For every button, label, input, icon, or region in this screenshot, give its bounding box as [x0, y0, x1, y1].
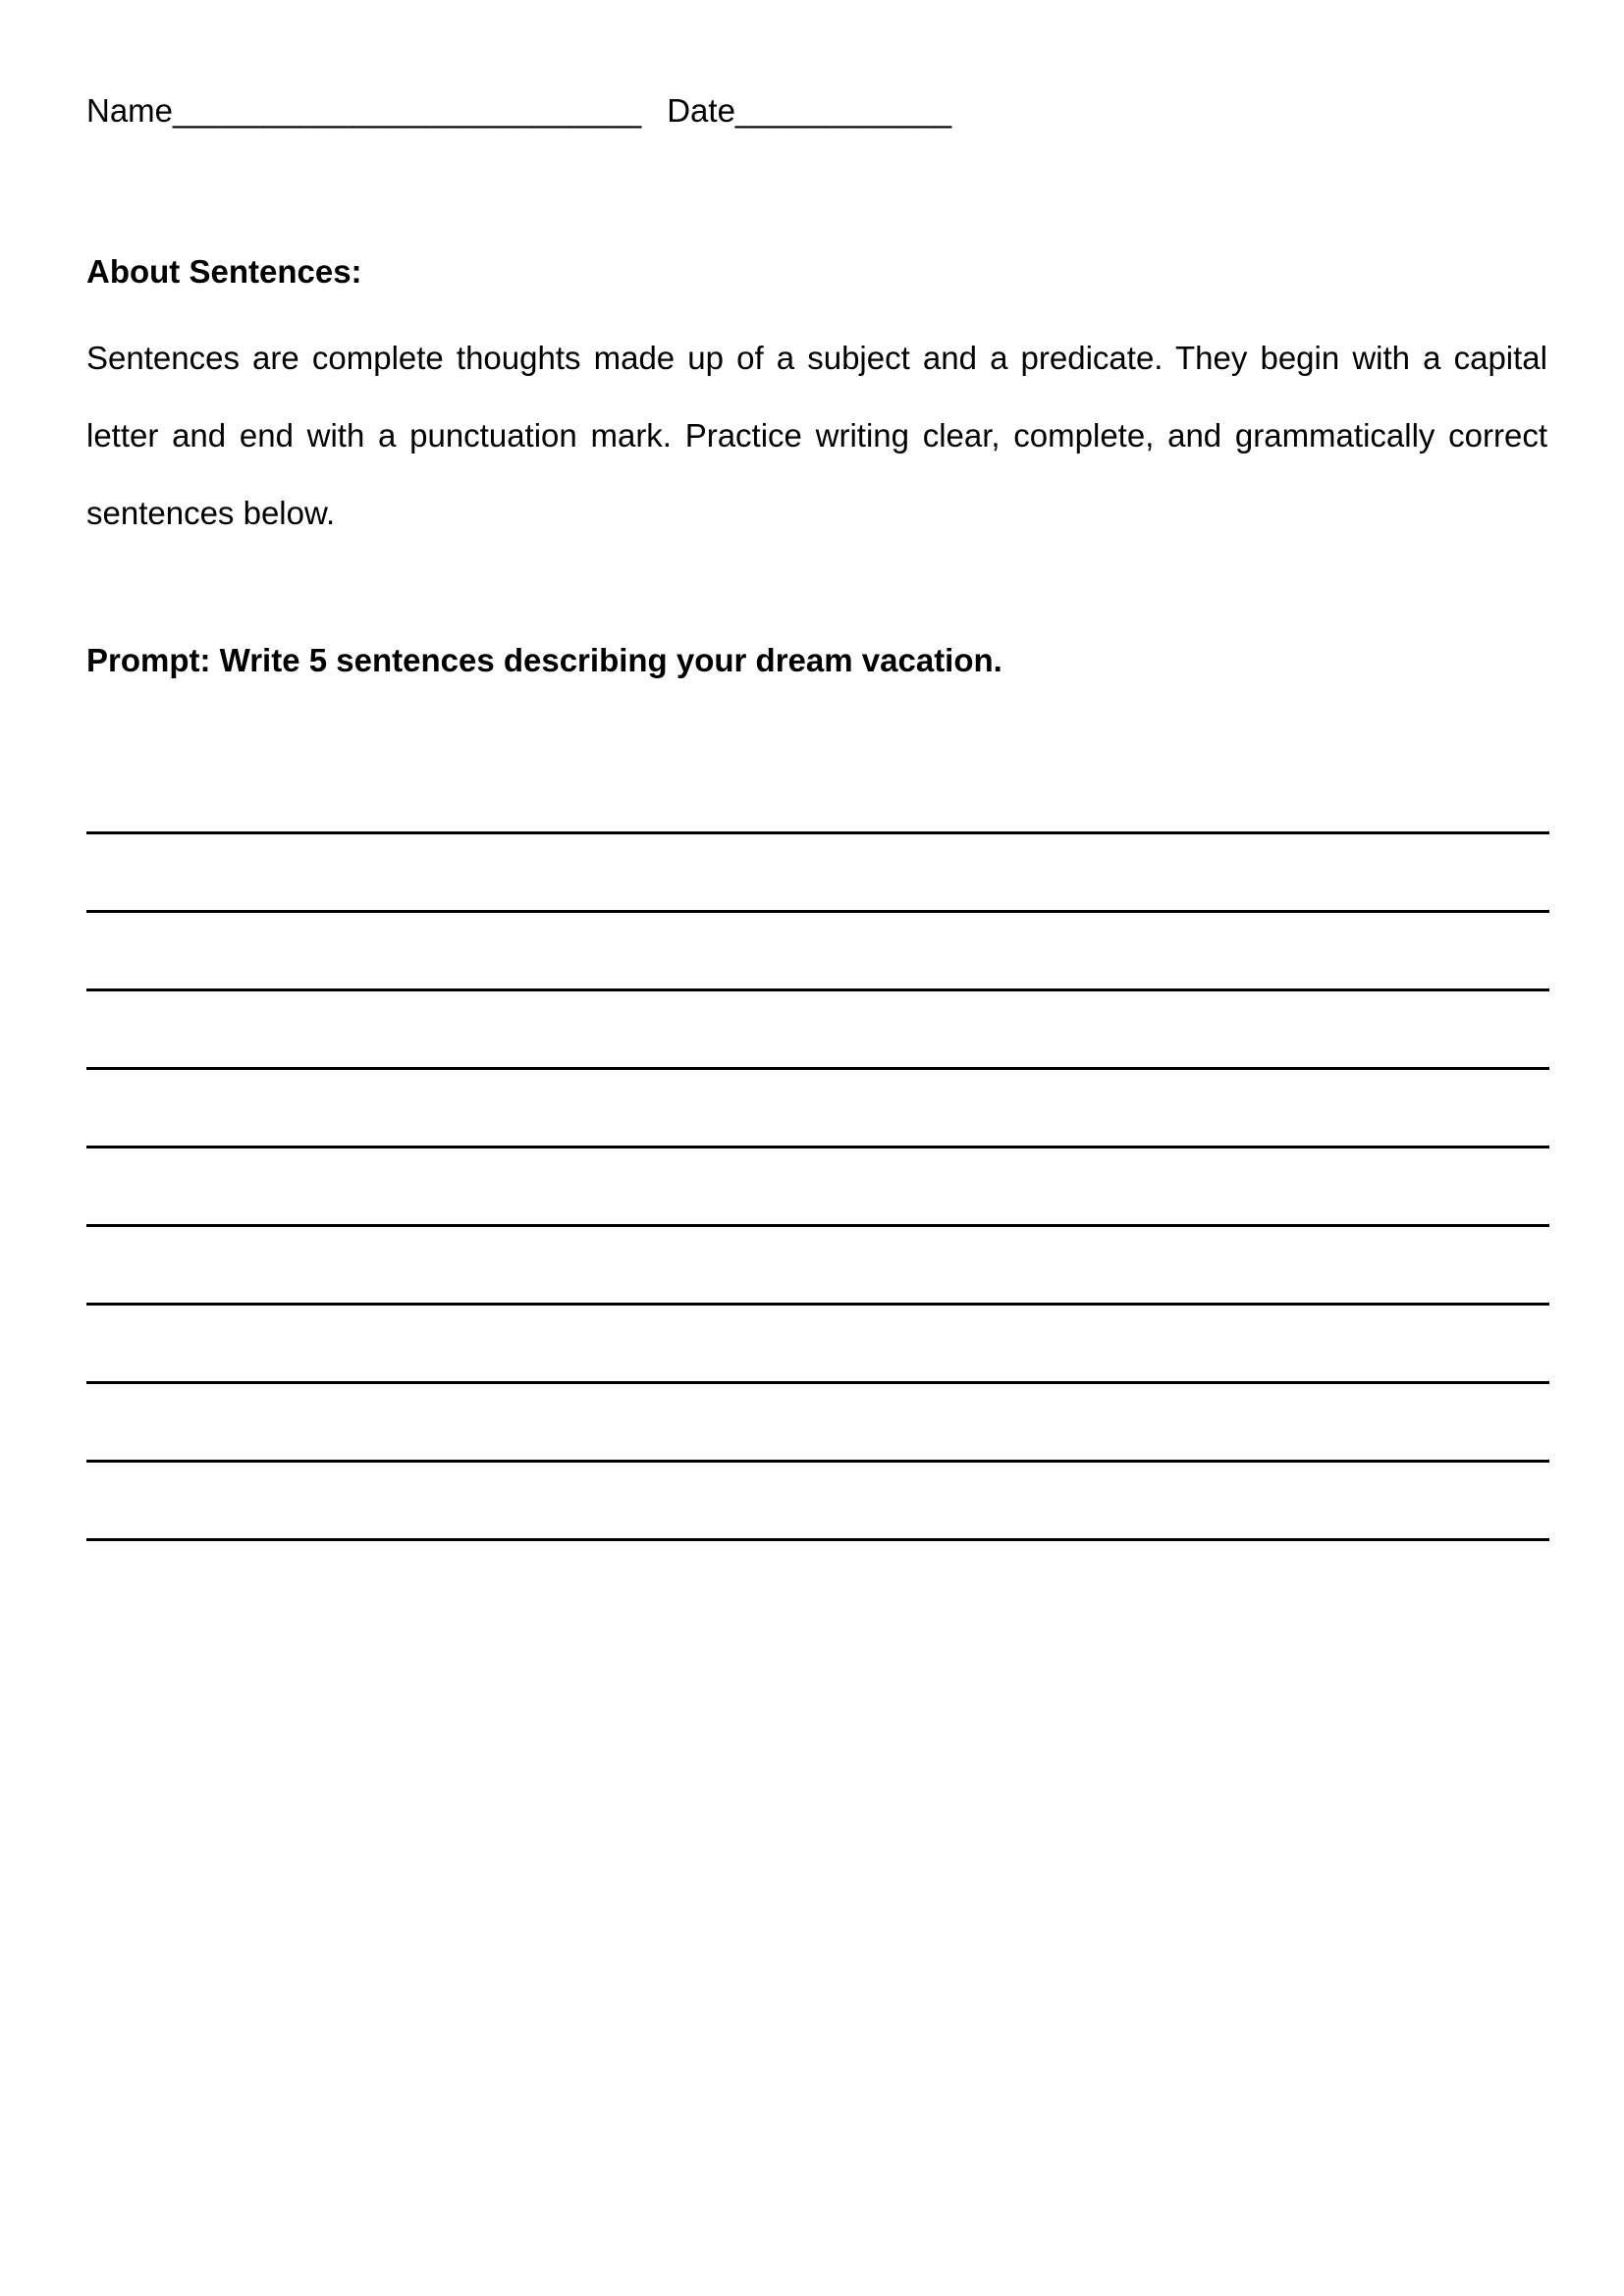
writing-line[interactable]: [86, 1224, 1549, 1303]
about-heading: About Sentences:: [86, 253, 362, 290]
date-field[interactable]: Date____________: [667, 92, 952, 129]
writing-line[interactable]: [86, 831, 1549, 910]
writing-lines-area[interactable]: [86, 831, 1549, 1617]
writing-line[interactable]: [86, 1460, 1549, 1538]
about-paragraph: Sentences are complete thoughts made up of a subject and a predicate. They begin with a capital letter and end with a punctuation mark. Practice writing clear, complete, and grammatically correct sentences below.: [86, 340, 1547, 531]
writing-line[interactable]: [86, 1067, 1549, 1146]
writing-line[interactable]: [86, 1381, 1549, 1460]
writing-line[interactable]: [86, 988, 1549, 1067]
writing-line[interactable]: [86, 1146, 1549, 1224]
name-date-row: [86, 91, 951, 131]
writing-line[interactable]: [86, 1538, 1549, 1617]
name-field[interactable]: Name__________________________: [86, 92, 642, 129]
writing-line[interactable]: [86, 910, 1549, 988]
writing-line[interactable]: [86, 1303, 1549, 1381]
prompt-text: Prompt: Write 5 sentences describing your dream vacation.: [86, 642, 1002, 678]
